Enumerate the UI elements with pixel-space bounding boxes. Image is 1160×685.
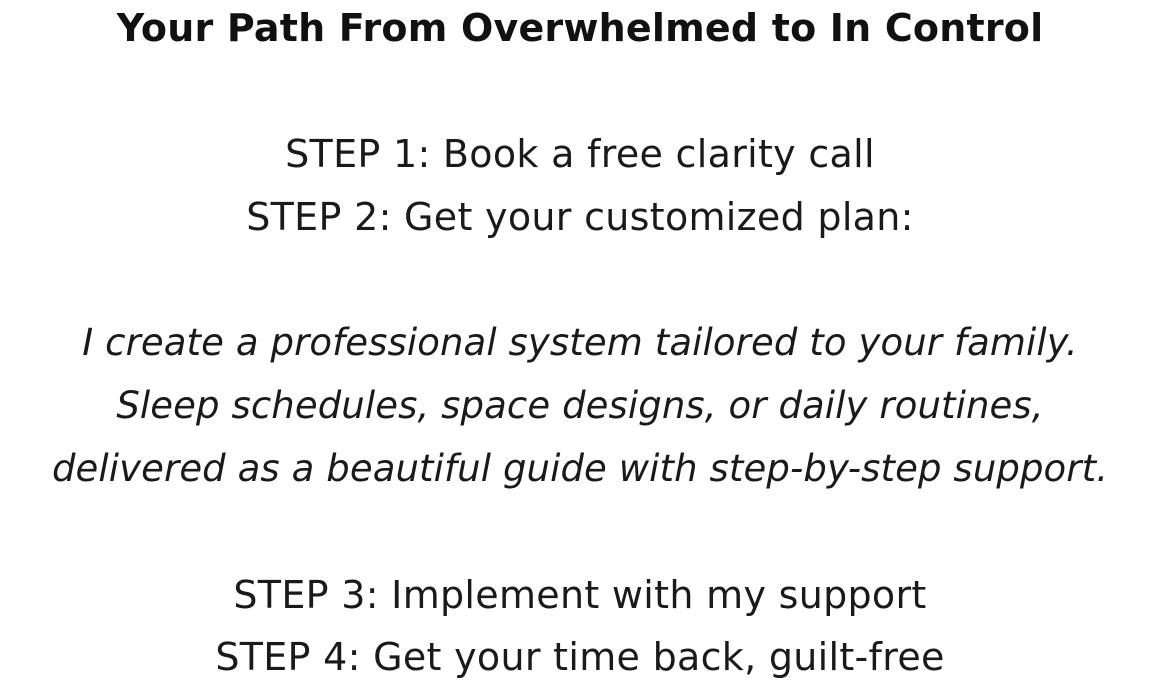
step-3-text: STEP 3: Implement with my support (233, 573, 927, 617)
step-2-text: STEP 2: Get your customized plan: (246, 195, 914, 239)
page-title: Your Path From Overwhelmed to In Control (116, 6, 1044, 50)
plan-description-line-3: delivered as a beautiful guide with step-by-step support. (51, 447, 1109, 490)
step-1-text: STEP 1: Book a free clarity call (285, 132, 875, 176)
plan-description-line-2: Sleep schedules, space designs, or daily routines, (116, 384, 1044, 427)
step-4-text: STEP 4: Get your time back, guilt-free (215, 635, 945, 679)
plan-description-line-1: I create a professional system tailored to your family. (82, 321, 1078, 364)
